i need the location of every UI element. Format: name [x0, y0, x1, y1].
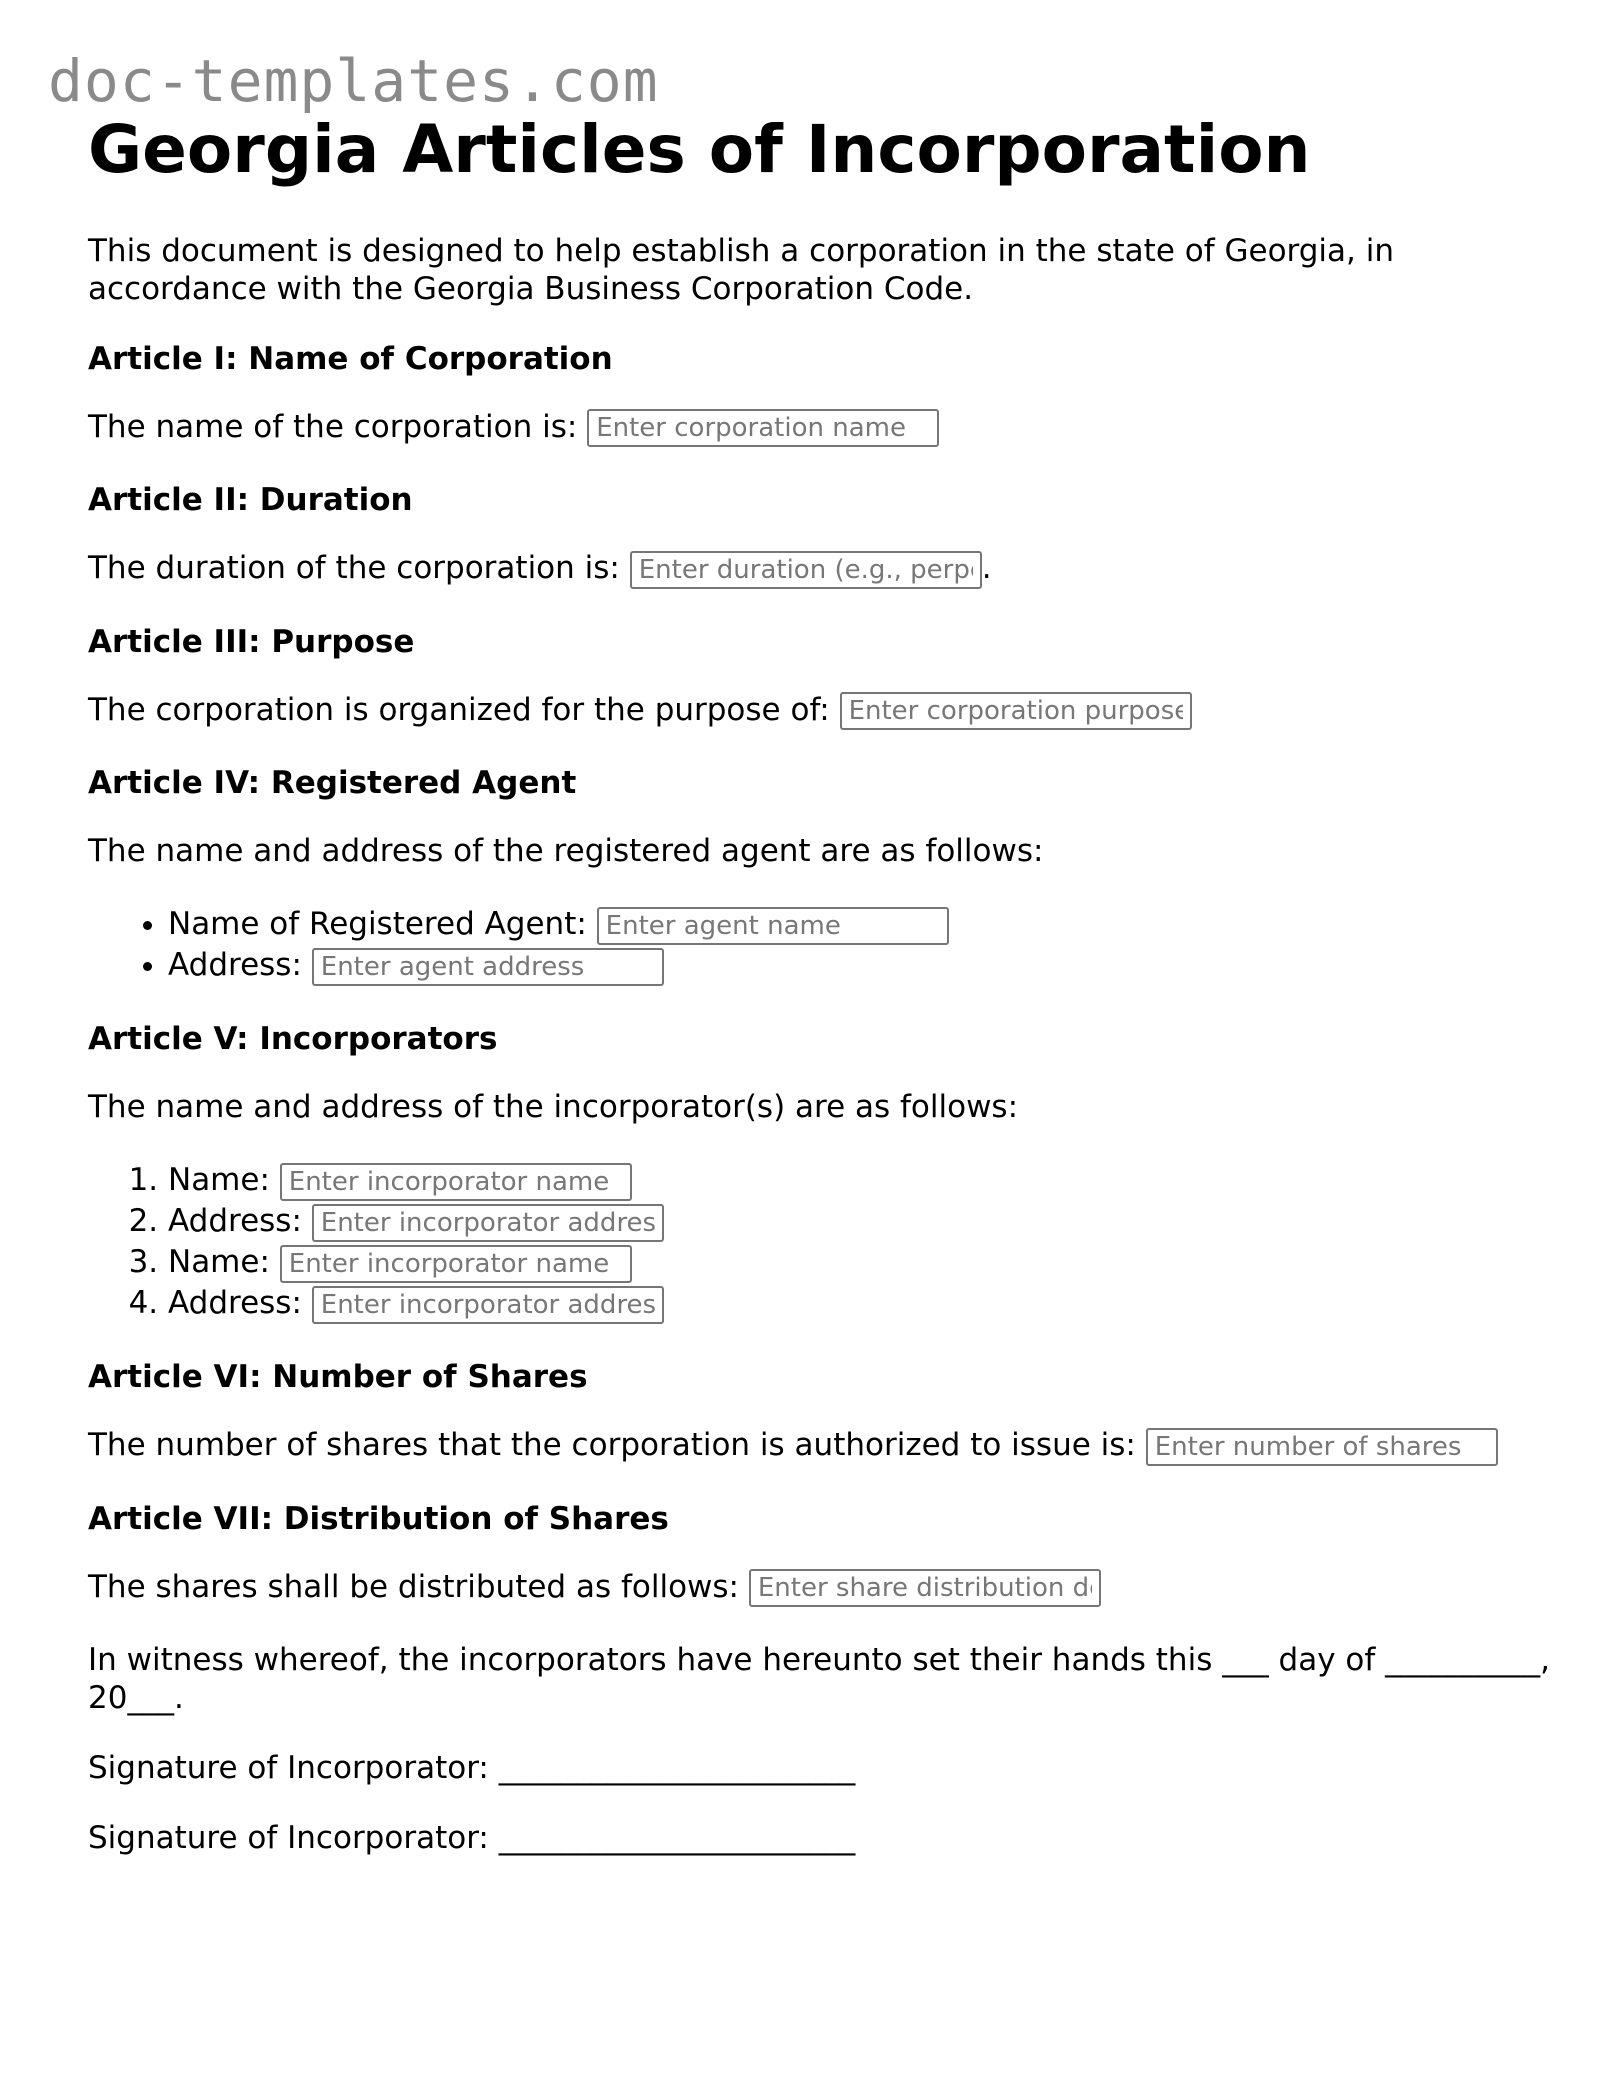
- share-distribution-input[interactable]: [749, 1569, 1101, 1607]
- article-2-suffix: .: [981, 550, 992, 587]
- number-of-shares-input[interactable]: [1146, 1428, 1498, 1466]
- article-3-row: [88, 691, 1568, 731]
- article-3-text: The corporation is organized for the purpose of:: [88, 691, 830, 728]
- list-item: [168, 1201, 1568, 1242]
- registered-agent-list: [88, 904, 1568, 986]
- incorporator-name-label: Name:: [168, 1244, 270, 1281]
- list-item: [168, 1160, 1568, 1201]
- watermark: doc-templates.com: [48, 47, 659, 115]
- incorporator-name-label: Name:: [168, 1162, 270, 1199]
- list-item: [168, 1242, 1568, 1283]
- article-6-heading: Article VI: Number of Shares: [88, 1359, 588, 1396]
- article-6-text: The number of shares that the corporation is authorized to issue is:: [88, 1427, 1136, 1464]
- article-3-heading: Article III: Purpose: [88, 623, 415, 660]
- article-2-heading: Article II: Duration: [88, 482, 413, 519]
- incorporator-address-label: Address:: [168, 1203, 302, 1240]
- signature-line: Signature of Incorporator: _______________________: [88, 1750, 856, 1787]
- article-6-row: [88, 1426, 1568, 1466]
- witness-statement: In witness whereof, the incorporators have hereunto set their hands this ___ day of __________, 20___.: [88, 1642, 1551, 1717]
- incorporator-address-label: Address:: [168, 1285, 302, 1322]
- list-item: [168, 945, 1568, 986]
- article-2-row: [88, 549, 1568, 589]
- list-item: [168, 1283, 1568, 1324]
- document-body: [88, 112, 1568, 1889]
- agent-address-label: Address:: [168, 947, 302, 984]
- article-2-text: The duration of the corporation is:: [88, 550, 620, 587]
- article-1-row: [88, 408, 1568, 448]
- intro-paragraph: This document is designed to help establish a corporation in the state of Georgia, in accordance with the Georgia Business Corporation Code.: [88, 232, 1394, 307]
- agent-name-label: Name of Registered Agent:: [168, 906, 587, 943]
- page-title: Georgia Articles of Incorporation: [88, 111, 1311, 188]
- article-5-heading: Article V: Incorporators: [88, 1021, 498, 1058]
- article-1-heading: Article I: Name of Corporation: [88, 340, 613, 377]
- incorporators-list: [88, 1160, 1568, 1324]
- article-7-row: [88, 1568, 1568, 1608]
- signature-line: Signature of Incorporator: _______________________: [88, 1820, 856, 1857]
- article-4-heading: Article IV: Registered Agent: [88, 765, 577, 802]
- purpose-input[interactable]: [840, 692, 1192, 730]
- agent-name-input[interactable]: [597, 907, 949, 945]
- incorporator-2-name-input[interactable]: [280, 1245, 632, 1283]
- incorporator-1-address-input[interactable]: [312, 1204, 664, 1242]
- article-4-text: The name and address of the registered agent are as follows:: [88, 833, 1044, 870]
- duration-input[interactable]: [630, 551, 982, 589]
- article-5-text: The name and address of the incorporator(s) are as follows:: [88, 1089, 1019, 1126]
- list-item: [168, 904, 1568, 945]
- incorporator-1-name-input[interactable]: [280, 1163, 632, 1201]
- agent-address-input[interactable]: [312, 948, 664, 986]
- article-7-heading: Article VII: Distribution of Shares: [88, 1500, 669, 1537]
- article-1-text: The name of the corporation is:: [88, 408, 578, 445]
- article-7-text: The shares shall be distributed as follows:: [88, 1568, 739, 1605]
- incorporator-2-address-input[interactable]: [312, 1286, 664, 1324]
- corporation-name-input[interactable]: [587, 409, 939, 447]
